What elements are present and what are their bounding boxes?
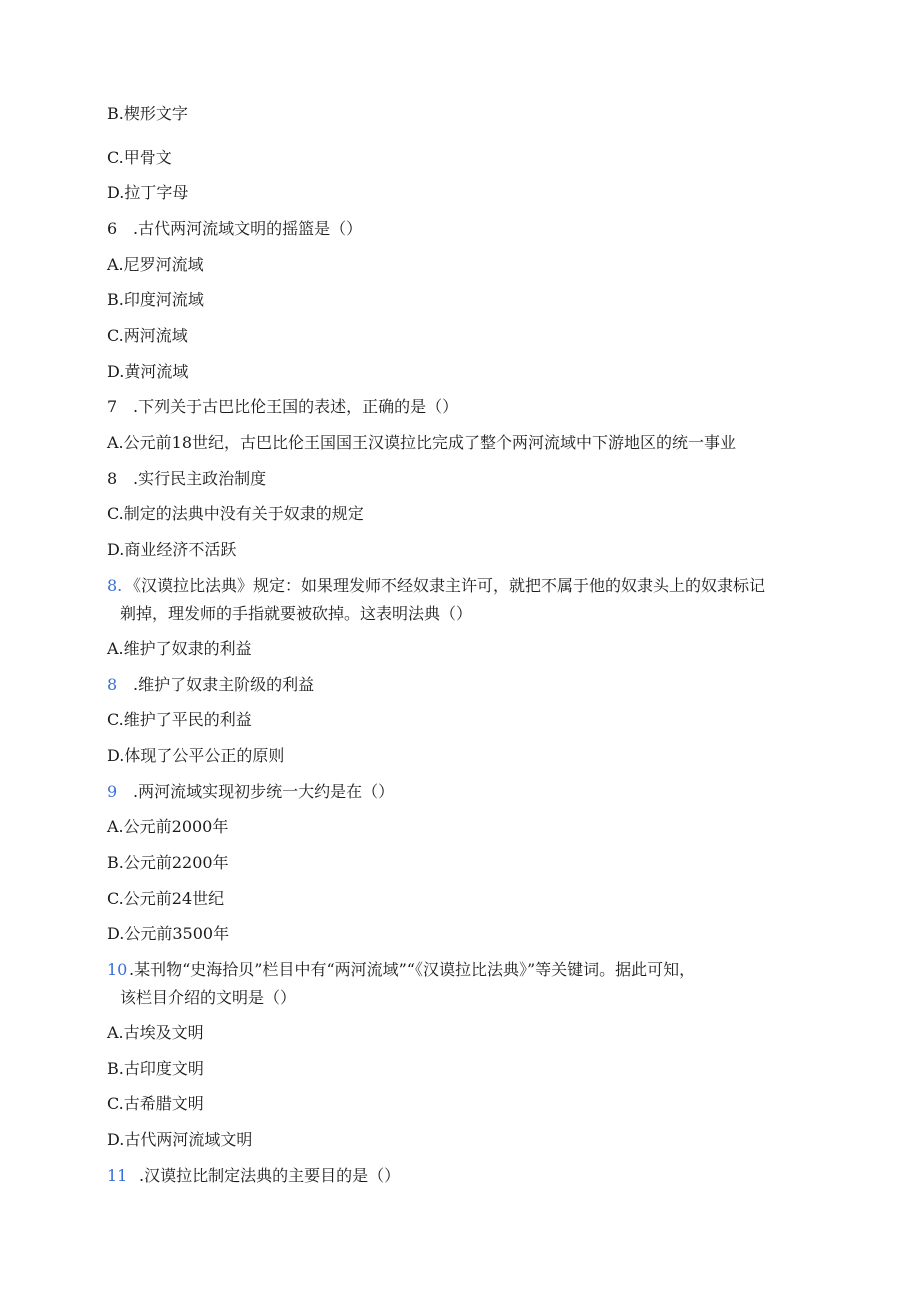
question-8 xyxy=(107,576,765,596)
option-text: 古代两河流域文明 xyxy=(124,1130,253,1149)
question-11 xyxy=(107,1166,400,1186)
option-letter: D. xyxy=(107,924,125,943)
option-b-line xyxy=(107,469,266,489)
option-letter: D. xyxy=(107,183,125,202)
question-number: 6 xyxy=(107,219,118,238)
question-10-continuation xyxy=(120,988,296,1008)
option-text: .实行民主政治制度 xyxy=(133,469,267,488)
question-8-continuation xyxy=(120,604,472,624)
option-letter: A. xyxy=(107,433,124,452)
option-text: 公元前2200年 xyxy=(123,853,229,872)
option-text: 古埃及文明 xyxy=(123,1023,204,1042)
option-letter: A. xyxy=(107,817,124,836)
question-number: 8. xyxy=(107,576,123,595)
option-text: .维护了奴隶主阶级的利益 xyxy=(133,675,315,694)
option-letter: C. xyxy=(107,889,124,908)
option-text: 楔形文字 xyxy=(123,104,188,123)
option-letter: D. xyxy=(107,746,125,765)
option-d-line xyxy=(107,362,188,382)
option-c-line xyxy=(107,148,172,168)
option-c-line xyxy=(107,504,364,524)
option-a-line xyxy=(107,817,228,837)
option-d-line xyxy=(107,1130,252,1150)
option-text: 古印度文明 xyxy=(123,1059,204,1078)
question-text: 《汉谟拉比法典》规定：如果理发师不经奴隶主许可，就把不属于他的奴隶头上的奴隶标记 xyxy=(125,576,766,595)
question-number: 8 xyxy=(107,469,118,488)
option-a-line xyxy=(107,255,204,275)
question-number: 7 xyxy=(107,397,118,416)
question-9 xyxy=(107,782,394,802)
option-letter: B. xyxy=(107,853,124,872)
question-number: 9 xyxy=(107,782,118,801)
option-d-line xyxy=(107,183,188,203)
option-text: 黄河流域 xyxy=(124,362,189,381)
option-text: 甲骨文 xyxy=(123,148,172,167)
question-text: .某刊物“史海拾贝”栏目中有“两河流域”“《汉谟拉比法典》”等关键词。据此可知， xyxy=(129,960,696,979)
question-number: 11 xyxy=(107,1166,128,1185)
question-text: .古代两河流域文明的摇篮是（） xyxy=(133,219,363,238)
option-text: 拉丁字母 xyxy=(124,183,189,202)
option-text: 维护了平民的利益 xyxy=(123,710,252,729)
option-d-line xyxy=(107,540,236,560)
option-letter: C. xyxy=(107,710,124,729)
option-c-line xyxy=(107,889,224,909)
question-6 xyxy=(107,219,362,239)
option-text: 尼罗河流域 xyxy=(123,255,204,274)
option-c-line xyxy=(107,710,252,730)
question-text: .两河流域实现初步统一大约是在（） xyxy=(133,782,395,801)
option-text: 体现了公平公正的原则 xyxy=(124,746,285,765)
option-text: 商业经济不活跃 xyxy=(124,540,237,559)
option-b-line xyxy=(107,104,188,124)
option-letter: D. xyxy=(107,540,125,559)
option-text: 制定的法典中没有关于奴隶的规定 xyxy=(123,504,364,523)
question-10 xyxy=(107,960,695,980)
option-text: 公元前2000年 xyxy=(123,817,229,836)
option-text: 公元前24世纪 xyxy=(123,889,225,908)
option-letter: C. xyxy=(107,504,124,523)
option-letter: D. xyxy=(107,362,125,381)
option-letter: A. xyxy=(107,1023,124,1042)
option-b-line xyxy=(107,290,204,310)
option-d-line xyxy=(107,924,229,944)
option-text: 两河流域 xyxy=(123,326,188,345)
question-text-cont: 该栏目介绍的文明是（） xyxy=(120,988,297,1007)
option-b-line xyxy=(107,675,314,695)
option-letter: B. xyxy=(107,104,124,123)
option-d-line xyxy=(107,746,284,766)
option-b-line xyxy=(107,1059,204,1079)
option-a-line xyxy=(107,639,252,659)
question-7 xyxy=(107,397,458,417)
question-text-cont: 剃掉，理发师的手指就要被砍掉。这表明法典（） xyxy=(120,604,473,623)
option-c-line xyxy=(107,326,188,346)
question-number: 10 xyxy=(107,960,128,979)
option-letter: A. xyxy=(107,639,124,658)
option-a-line xyxy=(107,433,736,453)
question-text: .下列关于古巴比伦王国的表述，正确的是（） xyxy=(133,397,459,416)
option-text: 公元前3500年 xyxy=(124,924,230,943)
option-text: 印度河流域 xyxy=(123,290,204,309)
option-a-line xyxy=(107,1023,204,1043)
option-letter: B. xyxy=(107,1059,124,1078)
option-letter: C. xyxy=(107,1094,124,1113)
option-b-line xyxy=(107,853,229,873)
option-c-line xyxy=(107,1094,204,1114)
option-text: 公元前18世纪，古巴比伦王国国王汉谟拉比完成了整个两河流域中下游地区的统一事业 xyxy=(123,433,737,452)
option-letter: C. xyxy=(107,326,124,345)
option-text: 维护了奴隶的利益 xyxy=(123,639,252,658)
option-text: 古希腊文明 xyxy=(123,1094,204,1113)
option-letter: D. xyxy=(107,1130,125,1149)
option-letter: B. xyxy=(107,290,124,309)
option-letter: A. xyxy=(107,255,124,274)
question-text: .汉谟拉比制定法典的主要目的是（） xyxy=(139,1166,401,1185)
option-letter: C. xyxy=(107,148,124,167)
question-number: 8 xyxy=(107,675,118,694)
